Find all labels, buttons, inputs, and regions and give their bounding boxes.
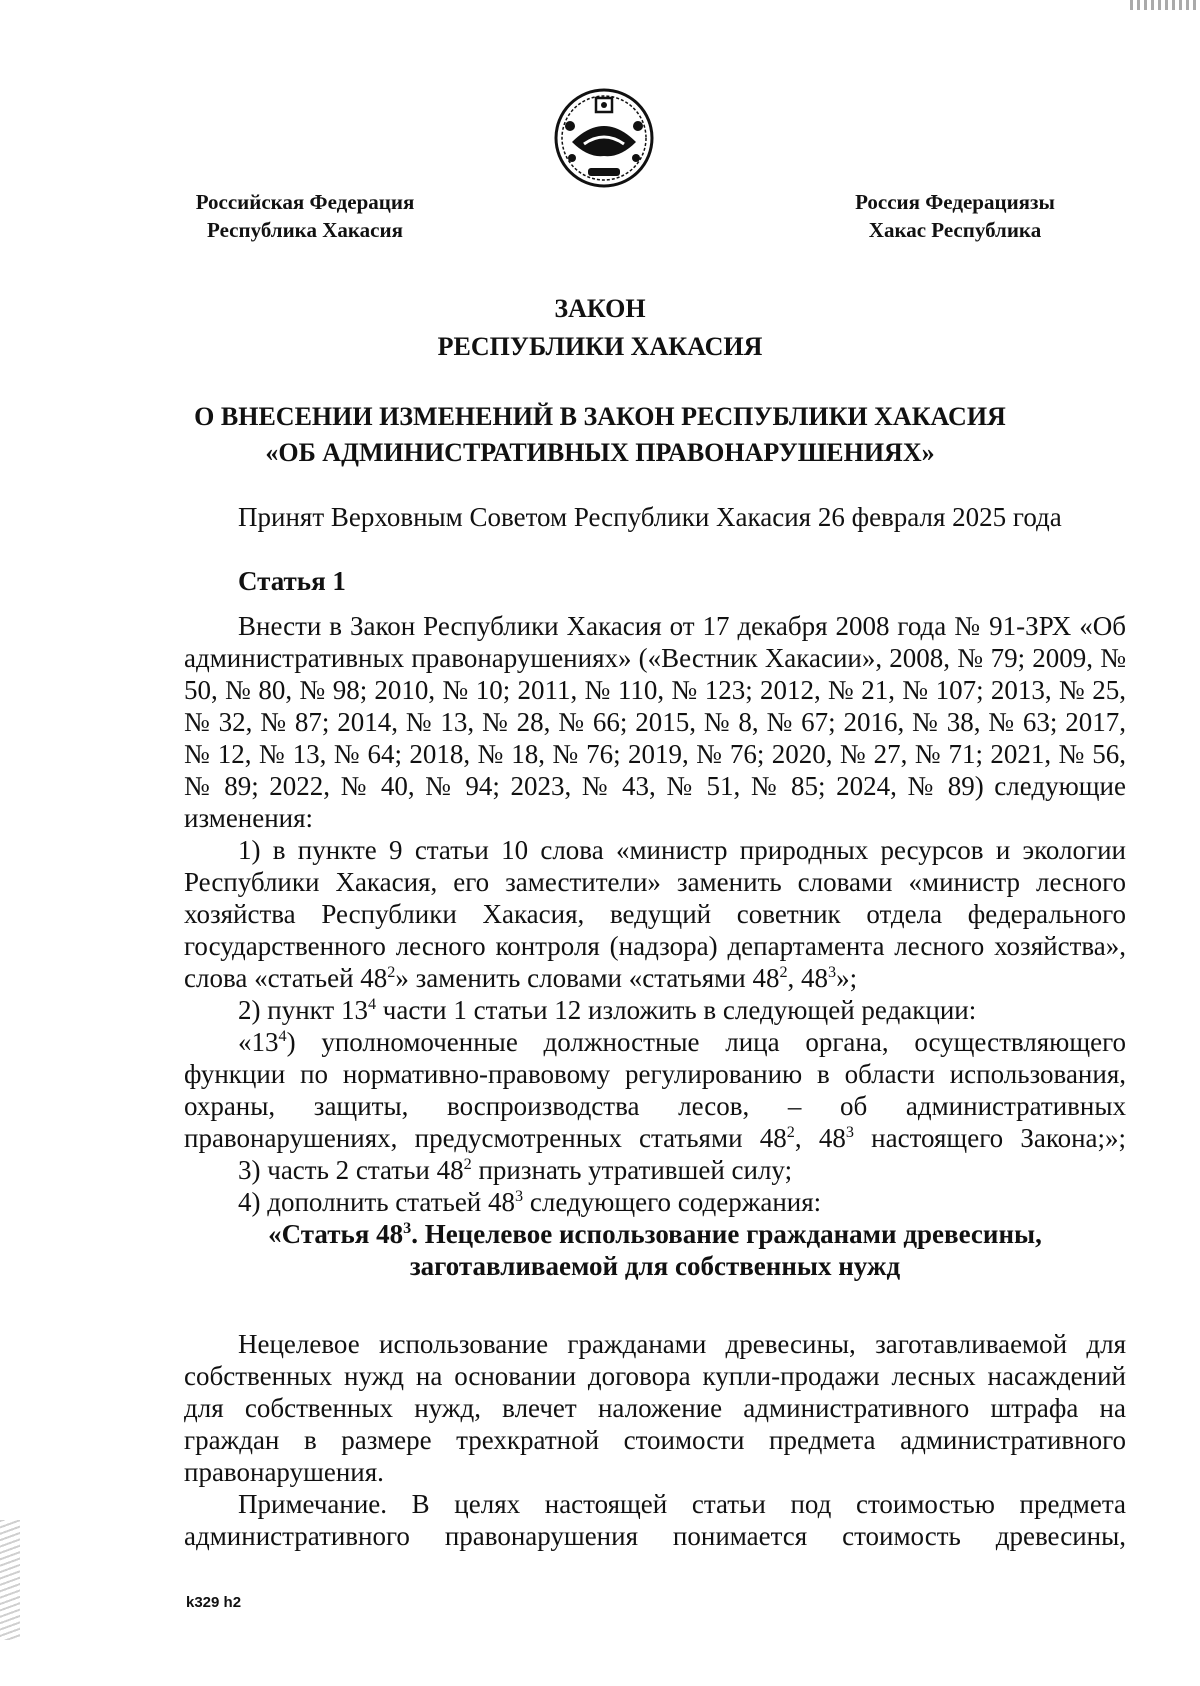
new-article-heading-line2: заготавливаемой для собственных нужд [409, 1251, 901, 1281]
new-article-paragraph: Нецелевое использование гражданами древесины, заготавливаемой для собственных нужд на основании договора купли-продажи лесных насаждений для собственных нужд, влечет наложение административного штрафа на граждан в размере трехкратной стоимости предмета административного правонарушения. [184, 1329, 1126, 1487]
amendment-item-4: 4) дополнить статьей $48^3$ следующего содержания: [238, 1187, 822, 1217]
header-left [160, 188, 450, 244]
header-left-line2: Республика Хакасия [207, 218, 403, 242]
document-issuer: РЕСПУБЛИКИ ХАКАСИЯ [437, 332, 763, 361]
header-right [820, 188, 1090, 244]
article-1-body [184, 610, 1126, 1552]
document-type: ЗАКОН [554, 294, 646, 323]
amendment-item-2: 2) пункт $13^4$ части 1 статьи 12 изложить в следующей редакции: [238, 995, 977, 1025]
new-article-heading: «Статья $48^3$. Нецелевое использование гражданами древесины, [268, 1219, 1042, 1249]
article-1-heading: Статья 1 [238, 566, 346, 596]
law-title-line1: О ВНЕСЕНИИ ИЗМЕНЕНИЙ В ЗАКОН РЕСПУБЛИКИ ХАКАСИЯ [194, 402, 1006, 431]
header-right-line1: Россия Федерациязы [855, 190, 1055, 214]
new-article-note: Примечание. В целях настоящей статьи под стоимостью предмета административного правонарушения понимается стоимость древесины, [184, 1489, 1126, 1551]
article-1-intro: Внести в Закон Республики Хакасия от 17 декабря 2008 года № 91-ЗРХ «Об административных правонарушениях» («Вестник Хакасии», 2008, № 79; 2009, № 50, № 80, № 98; 2010, № 10; 2011, № 110, № 123; 2012, № 21, № 107; 2013, № 25, № 32, № 87; 2014, № 13, № 28, № 66; 2015, № 8, № 67; 2016, № 38, № 63; 2017, № 12, № 13, № 64; 2018, № 18, № 76; 2019, № 76; 2020, № 27, № 71; 2021, № 56, № 89; 2022, № 40, № 94; 2023, № 43, № 51, № 85; 2024, № 89) следующие изменения: [184, 611, 1126, 833]
amendment-item-3: 3) часть 2 статьи $48^2$ признать утратившей силу; [238, 1155, 793, 1185]
spacer [184, 1282, 1126, 1328]
coat-of-arms-icon [550, 86, 658, 190]
scan-noise-left [0, 1520, 20, 1640]
amendment-item-1: 1) в пункте 9 статьи 10 слова «министр природных ресурсов и экологии Республики Хакасия, его заместители» заменить словами «министр лесного хозяйства Республики Хакасия, ведущий советник отдела федерального государственного лесного контроля (надзора) департамента лесного хозяйства», слова «статьей $48^2$» заменить словами «статьями $48^2$, $48^3$»; [184, 835, 1126, 993]
amendment-item-2-quote: «$13^4$) уполномоченные должностные лица органа, осуществляющего функции по нормативно-правовому регулированию в области использования, охраны, защиты, воспроизводства лесов, – об административных правонарушениях, предусмотренных статьями $48^2$, $48^3$ настоящего Закона;»; [184, 1027, 1127, 1153]
law-title-line2: «ОБ АДМИНИСТРАТИВНЫХ ПРАВОНАРУШЕНИЯХ» [265, 438, 935, 467]
adoption-note: Принят Верховным Советом Республики Хакасия 26 февраля 2025 года [238, 502, 1062, 532]
document-code: k329 h2 [186, 1594, 242, 1611]
header-right-line2: Хакас Республика [868, 218, 1042, 242]
scan-noise-top [1130, 0, 1200, 10]
header-left-line1: Российская Федерация [195, 190, 415, 214]
